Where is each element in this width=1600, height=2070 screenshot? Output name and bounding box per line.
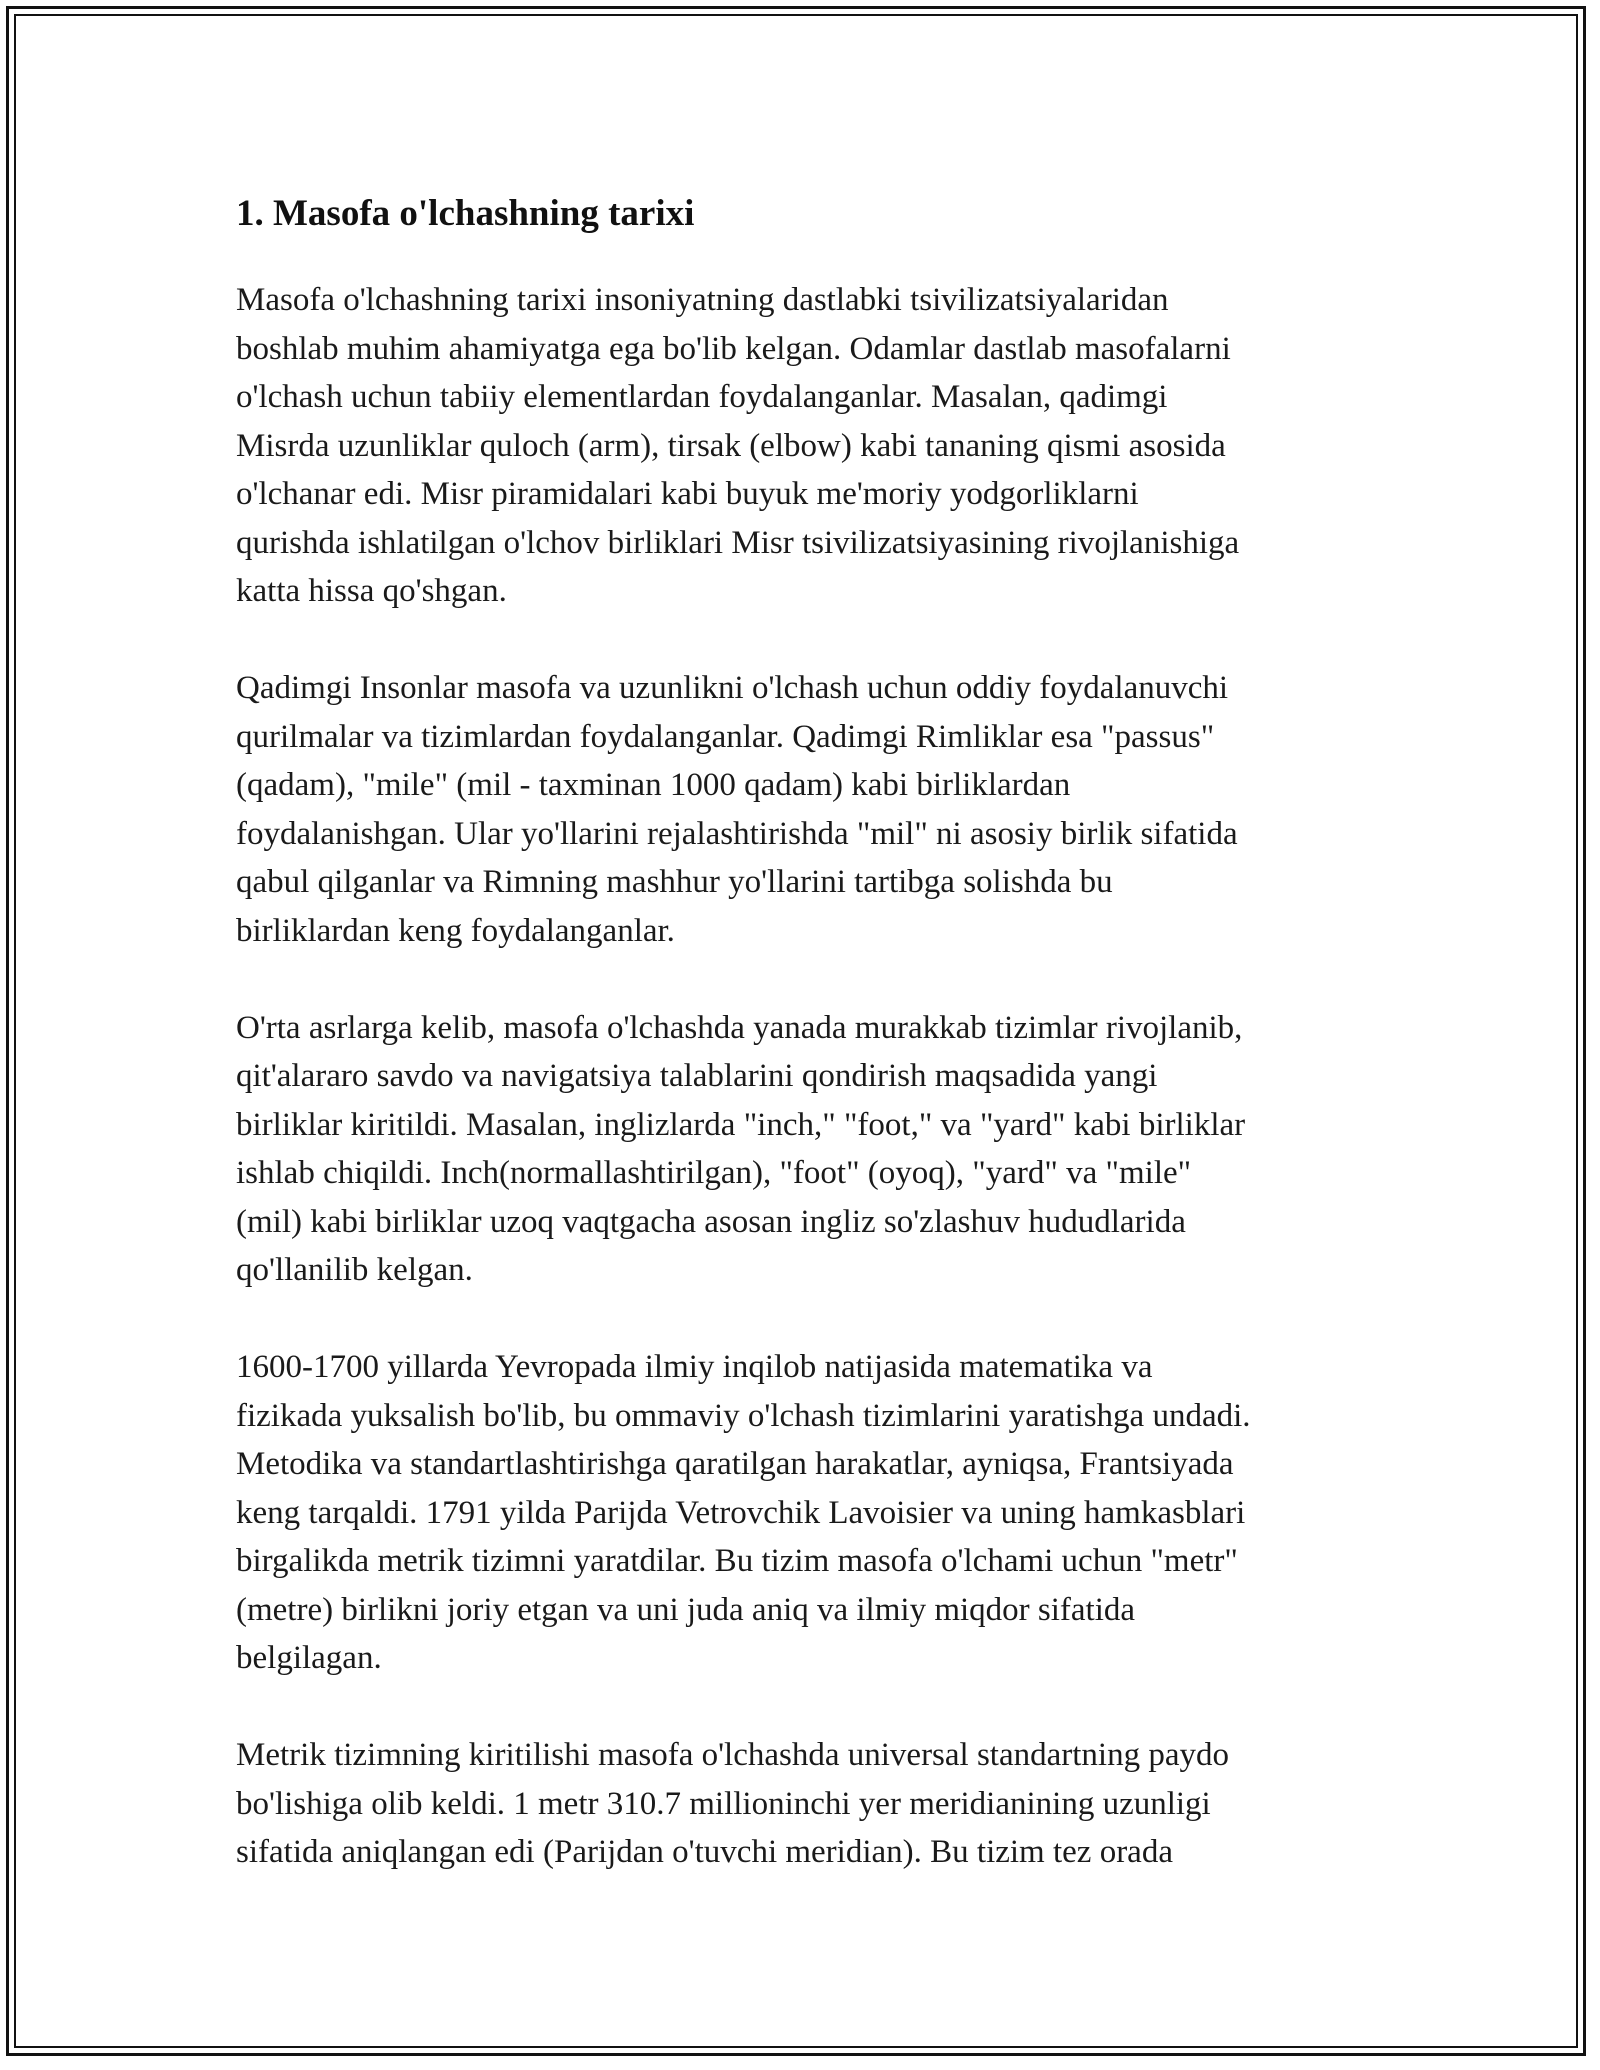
document-body (236, 186, 1376, 1925)
paragraph-2: Qadimgi Insonlar masofa va uzunlikni o'lchash uchun oddiy foydalanuvchi qurilmalar va tizimlardan foydalanganlar. Qadimgi Rimliklar esa "passus" (qadam), "mile" (mil - taxminan 1000 qadam) kabi birliklardan foydalanishgan. Ular yo'llarini rejalashtirishda "mil" ni asosiy birlik sifatida qabul qilganlar va Rimning mashhur yo'llarini tartibga solishda bu birliklardan keng foydalanganlar. (236, 670, 1238, 949)
paragraph-5: Metrik tizimning kiritilishi masofa o'lchashda universal standartning paydo bo'lishiga olib keldi. 1 metr 310.7 millioninchi yer meridianining uzunligi sifatida aniqlangan edi (Parijdan o'tuvchi meridian). Bu tizim tez orada (236, 1737, 1229, 1870)
paragraph-1: Masofa o'lchashning tarixi insoniyatning dastlabki tsivilizatsiyalaridan boshlab muhim ahamiyatga ega bo'lib kelgan. Odamlar dastlab masofalarni o'lchash uchun tabiiy elementlardan foydalanganlar. Masalan, qadimgi Misrda uzunliklar quloch (arm), tirsak (elbow) kabi tananing qismi asosida o'lchanar edi. Misr piramidalari kabi buyuk me'moriy yodgorliklarni qurishda ishlatilgan o'lchov birliklari Misr tsivilizatsiyasining rivojlanishiga katta hissa qo'shgan. (236, 282, 1240, 609)
paragraph-4: 1600-1700 yillarda Yevropada ilmiy inqilob natijasida matematika va fizikada yuksalish bo'lib, bu ommaviy o'lchash tizimlarini yaratishga undadi. Metodika va standartlashtirishga qaratilgan harakatlar, ayniqsa, Frantsiyada keng tarqaldi. 1791 yilda Parijda Vetrovchik Lavoisier va uning hamkasblari birgalikda metrik tizimni yaratdilar. Bu tizim masofa o'lchami uchun "metr" (metre) birlikni joriy etgan va uni juda aniq va ilmiy miqdor sifatida belgilagan. (236, 1349, 1251, 1676)
section-heading: 1. Masofa o'lchashning tarixi (236, 193, 695, 234)
paragraph-3: O'rta asrlarga kelib, masofa o'lchashda yanada murakkab tizimlar rivojlanib, qit'alararo savdo va navigatsiya talablarini qondirish maqsadida yangi birliklar kiritildi. Masalan, inglizlarda "inch," "foot," va "yard" kabi birliklar ishlab chiqildi. Inch(normallashtirilgan), "foot" (oyoq), "yard" va "mile" (mil) kabi birliklar uzoq vaqtgacha asosan ingliz so'zlashuv hududlarida qo'llanilib kelgan. (236, 1009, 1246, 1288)
